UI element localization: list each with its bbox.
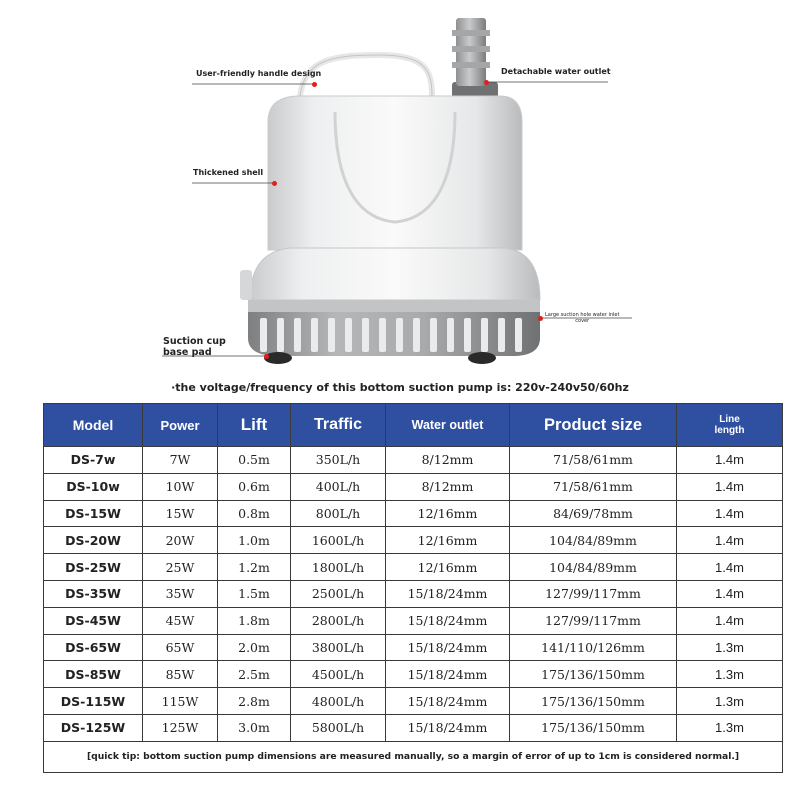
cell-outlet: 12/16mm (386, 500, 510, 527)
cell-traffic: 800L/h (291, 500, 386, 527)
cell-line-length: 1.3m (677, 634, 783, 661)
voltage-caption: ·the voltage/frequency of this bottom suction pump is: 220v-240v50/60hz (171, 381, 629, 394)
callout-dot-suction (264, 354, 269, 359)
table-row (44, 500, 783, 527)
cell-outlet: 15/18/24mm (386, 688, 510, 715)
cell-traffic: 2800L/h (291, 607, 386, 634)
cell-size: 127/99/117mm (510, 607, 677, 634)
cell-traffic: 4800L/h (291, 688, 386, 715)
table-row (44, 527, 783, 554)
pump-lower-shell (250, 248, 540, 300)
callout-inlet (545, 312, 619, 324)
cell-lift: 3.0m (218, 714, 291, 741)
cell-model: DS-10w (44, 473, 143, 500)
cell-lift: 2.5m (218, 661, 291, 688)
table-tip-row (44, 741, 783, 772)
cell-lift: 1.0m (218, 527, 291, 554)
cell-line-length: 1.4m (677, 447, 783, 474)
cell-traffic: 2500L/h (291, 580, 386, 607)
cell-outlet: 12/16mm (386, 527, 510, 554)
cell-power: 10W (143, 473, 218, 500)
cell-power: 65W (143, 634, 218, 661)
callout-inlet-line2: cover (575, 318, 590, 324)
cell-model: DS-125W (44, 714, 143, 741)
table-row (44, 580, 783, 607)
table-row (44, 634, 783, 661)
table-row (44, 714, 783, 741)
cell-model: DS-35W (44, 580, 143, 607)
cell-lift: 1.5m (218, 580, 291, 607)
header-product-size: Product size (510, 404, 677, 447)
header-lift: Lift (218, 404, 291, 447)
cell-line-length: 1.4m (677, 473, 783, 500)
cell-line-length: 1.4m (677, 527, 783, 554)
cell-outlet: 8/12mm (386, 473, 510, 500)
callout-inlet-line1: Large suction hole water inlet (545, 312, 620, 318)
cell-line-length: 1.4m (677, 580, 783, 607)
cell-line-length: 1.3m (677, 714, 783, 741)
cell-traffic: 1800L/h (291, 554, 386, 581)
cell-lift: 0.6m (218, 473, 291, 500)
header-power: Power (143, 404, 218, 447)
header-traffic: Traffic (291, 404, 386, 447)
cell-line-length: 1.4m (677, 554, 783, 581)
cell-model: DS-85W (44, 661, 143, 688)
suction-cup-right (468, 352, 496, 364)
header-model: Model (44, 404, 143, 447)
cell-size: 141/110/126mm (510, 634, 677, 661)
table-row (44, 607, 783, 634)
cell-lift: 1.8m (218, 607, 291, 634)
cell-size: 71/58/61mm (510, 447, 677, 474)
cell-line-length: 1.3m (677, 688, 783, 715)
cell-line-length: 1.4m (677, 500, 783, 527)
spec-table (43, 403, 783, 773)
cell-power: 25W (143, 554, 218, 581)
callout-outlet: Detachable water outlet (501, 67, 611, 76)
header-line-length-line1: Line (719, 414, 740, 425)
cell-model: DS-115W (44, 688, 143, 715)
pump-image (0, 0, 800, 372)
header-line-length (677, 404, 783, 447)
pump-body (268, 96, 522, 250)
cell-power: 85W (143, 661, 218, 688)
cell-model: DS-45W (44, 607, 143, 634)
cell-size: 84/69/78mm (510, 500, 677, 527)
callout-dot-outlet (484, 80, 489, 85)
cell-outlet: 15/18/24mm (386, 634, 510, 661)
cell-outlet: 15/18/24mm (386, 580, 510, 607)
cell-lift: 0.8m (218, 500, 291, 527)
cell-traffic: 5800L/h (291, 714, 386, 741)
cell-model: DS-15W (44, 500, 143, 527)
cell-power: 35W (143, 580, 218, 607)
cell-outlet: 8/12mm (386, 447, 510, 474)
cell-size: 175/136/150mm (510, 688, 677, 715)
cell-model: DS-65W (44, 634, 143, 661)
callout-dot-handle (312, 82, 317, 87)
cell-power: 15W (143, 500, 218, 527)
cell-lift: 1.2m (218, 554, 291, 581)
cell-model: DS-7w (44, 447, 143, 474)
cell-size: 71/58/61mm (510, 473, 677, 500)
cell-traffic: 3800L/h (291, 634, 386, 661)
cell-traffic: 400L/h (291, 473, 386, 500)
cell-model: DS-20W (44, 527, 143, 554)
cell-traffic: 1600L/h (291, 527, 386, 554)
table-row (44, 447, 783, 474)
cell-outlet: 15/18/24mm (386, 661, 510, 688)
table-row (44, 661, 783, 688)
callout-dot-shell (272, 181, 277, 186)
cell-lift: 2.8m (218, 688, 291, 715)
cell-outlet: 12/16mm (386, 554, 510, 581)
callout-shell: Thickened shell (193, 168, 264, 177)
table-row (44, 473, 783, 500)
callout-suction (163, 336, 226, 358)
cell-power: 45W (143, 607, 218, 634)
cell-lift: 2.0m (218, 634, 291, 661)
header-line-length-line2: length (714, 425, 745, 436)
cell-size: 175/136/150mm (510, 661, 677, 688)
callout-suction-line2: base pad (163, 347, 212, 358)
cell-traffic: 350L/h (291, 447, 386, 474)
cell-line-length: 1.4m (677, 607, 783, 634)
table-row (44, 688, 783, 715)
header-water-outlet: Water outlet (386, 404, 510, 447)
cell-size: 104/84/89mm (510, 554, 677, 581)
cell-size: 127/99/117mm (510, 580, 677, 607)
cell-outlet: 15/18/24mm (386, 607, 510, 634)
cell-traffic: 4500L/h (291, 661, 386, 688)
quick-tip: [quick tip: bottom suction pump dimensions are measured manually, so a margin of error of up to 1cm is considered normal.] (44, 741, 783, 772)
cell-lift: 0.5m (218, 447, 291, 474)
cell-size: 175/136/150mm (510, 714, 677, 741)
cell-outlet: 15/18/24mm (386, 714, 510, 741)
callout-handle: User-friendly handle design (196, 69, 322, 78)
product-illustration (0, 0, 800, 372)
cell-size: 104/84/89mm (510, 527, 677, 554)
callout-suction-line1: Suction cup (163, 336, 226, 347)
callout-dot-inlet (538, 316, 543, 321)
water-outlet-nozzle (452, 18, 498, 98)
cell-power: 7W (143, 447, 218, 474)
cell-power: 125W (143, 714, 218, 741)
table-row (44, 554, 783, 581)
table-header-row (44, 404, 783, 447)
cell-line-length: 1.3m (677, 661, 783, 688)
cell-power: 115W (143, 688, 218, 715)
cell-power: 20W (143, 527, 218, 554)
cell-model: DS-25W (44, 554, 143, 581)
